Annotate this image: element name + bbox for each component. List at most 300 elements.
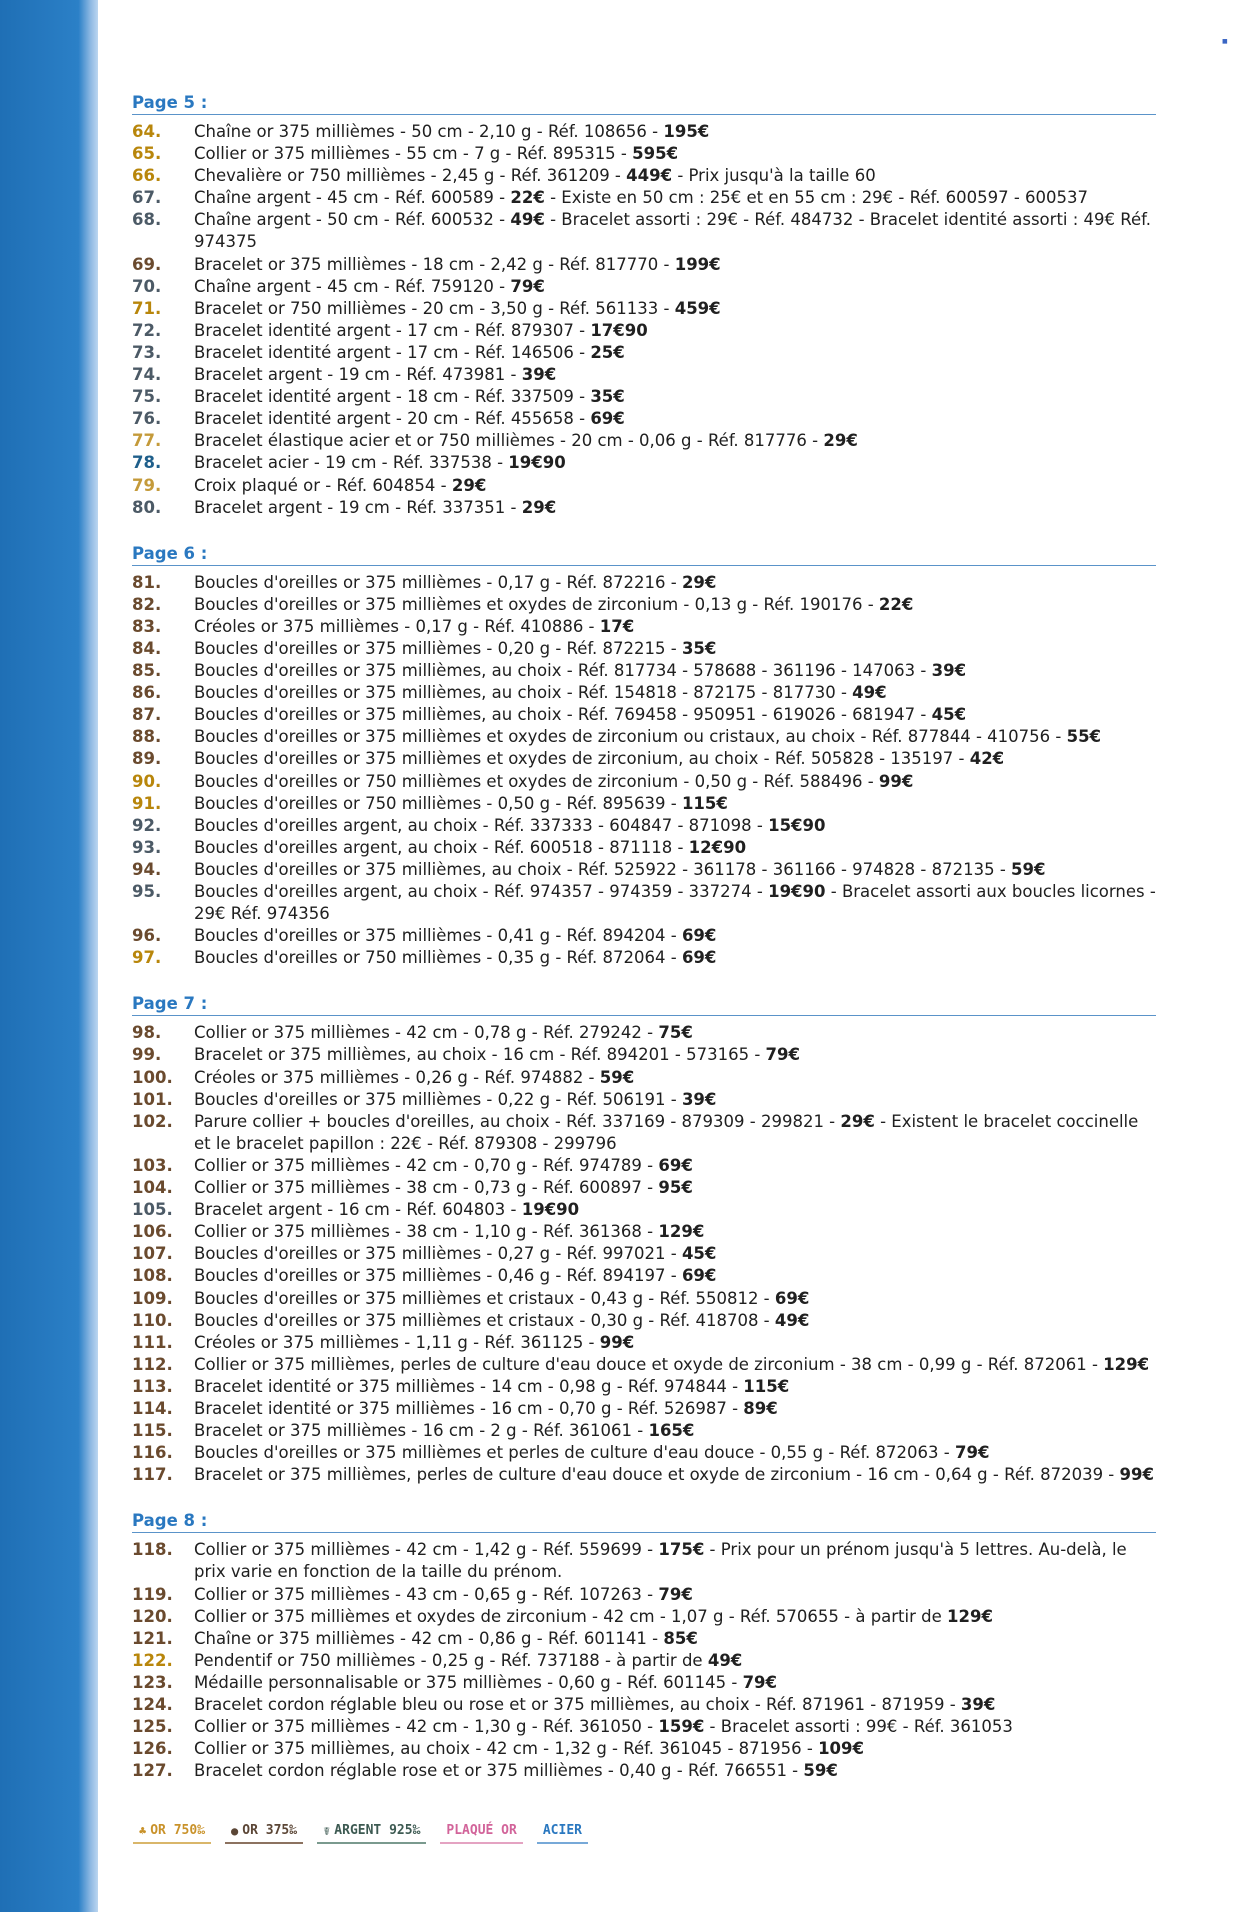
- item-number: 110.: [132, 1310, 173, 1330]
- list-item: [132, 1584, 1156, 1606]
- item-description: [194, 187, 1156, 209]
- item-text: Boucles d'oreilles or 375 millièmes - 0,22 g - Réf. 506191 -: [194, 1089, 682, 1109]
- item-description: [194, 881, 1156, 925]
- item-price: 75€: [658, 1023, 693, 1043]
- page-heading: Page 6 :: [132, 543, 1156, 566]
- item-text: Boucles d'oreilles or 375 millièmes - 0,41 g - Réf. 894204 -: [194, 926, 682, 946]
- item-text: Parure collier + boucles d'oreilles, au choix - Réf. 337169 - 879309 - 299821 -: [194, 1111, 841, 1131]
- list-item: [132, 143, 1156, 165]
- item-number: 91.: [132, 793, 162, 813]
- item-text: Boucles d'oreilles or 375 millièmes et perles de culture d'eau douce - 0,55 g - Réf. 872063 -: [194, 1443, 955, 1463]
- item-price: 49€: [852, 683, 887, 703]
- list-item: [132, 881, 1156, 925]
- item-text: Boucles d'oreilles argent, au choix - Réf. 974357 - 974359 - 337274 -: [194, 882, 769, 901]
- item-text: Bracelet cordon réglable rose et or 375 millièmes - 0,40 g - Réf. 766551 -: [194, 1761, 804, 1781]
- item-price: 55€: [1066, 727, 1102, 747]
- item-number: 73.: [132, 342, 162, 362]
- list-item: [132, 209, 1156, 253]
- item-text: Chaîne argent - 50 cm - Réf. 600532 -: [194, 210, 511, 230]
- item-price: 35€: [590, 387, 625, 407]
- item-description: [194, 682, 1156, 704]
- item-price: 59€: [803, 1761, 838, 1781]
- item-price: 19€90: [521, 1200, 580, 1220]
- list-item: [132, 660, 1156, 682]
- item-price: 99€: [599, 1332, 635, 1352]
- item-price: 49€: [774, 1310, 810, 1330]
- item-number: 95.: [132, 882, 162, 901]
- item-price: 22€: [878, 594, 914, 614]
- list-item: [132, 452, 1156, 474]
- list-item: [132, 771, 1156, 793]
- item-number: 84.: [132, 638, 162, 658]
- item-description: [194, 1738, 1156, 1760]
- item-description: [194, 1067, 1156, 1089]
- list-item: [132, 1442, 1156, 1464]
- item-price: 99€: [878, 771, 914, 791]
- list-item: [132, 594, 1156, 616]
- item-description: [194, 452, 1156, 474]
- item-text: Boucles d'oreilles or 375 millièmes - 0,27 g - Réf. 997021 -: [194, 1244, 682, 1264]
- item-number: 107.: [132, 1244, 173, 1264]
- item-number: 112.: [132, 1354, 173, 1374]
- item-description: [194, 837, 1156, 859]
- legend-badge: [537, 1820, 588, 1844]
- item-note: - Bracelet assorti : 99€ - Réf. 361053: [704, 1717, 1013, 1737]
- list-item: [132, 1354, 1156, 1376]
- material-icon: ☤: [323, 1824, 331, 1838]
- item-text: Boucles d'oreilles or 375 millièmes - 0,20 g - Réf. 872215 -: [194, 638, 682, 658]
- item-description: [194, 925, 1156, 947]
- corner-marker-icon: ■: [1222, 38, 1228, 45]
- item-price: 115€: [743, 1376, 790, 1396]
- list-item: [132, 121, 1156, 143]
- item-number: 75.: [132, 387, 162, 407]
- item-number: 120.: [132, 1606, 173, 1626]
- item-description: [194, 1332, 1156, 1354]
- item-description: [194, 616, 1156, 638]
- item-description: [194, 1177, 1156, 1199]
- item-description: [194, 430, 1156, 452]
- page-section: [132, 1510, 1156, 1782]
- item-description: [194, 1464, 1156, 1486]
- item-number: 121.: [132, 1628, 173, 1648]
- item-price: 85€: [663, 1628, 698, 1648]
- item-price: 22€: [510, 188, 545, 208]
- item-description: [194, 143, 1156, 165]
- item-description: [194, 1022, 1156, 1044]
- item-text: Bracelet identité or 375 millièmes - 16 cm - 0,70 g - Réf. 526987 -: [194, 1398, 744, 1418]
- item-text: Bracelet or 375 millièmes - 18 cm - 2,42 g - Réf. 817770 -: [194, 254, 675, 274]
- item-text: Boucles d'oreilles or 375 millièmes et oxydes de zirconium, au choix - Réf. 505828 - 135197 -: [194, 749, 970, 769]
- item-price: 79€: [658, 1584, 693, 1604]
- list-item: [132, 1694, 1156, 1716]
- list-item: [132, 815, 1156, 837]
- list-item: [132, 1332, 1156, 1354]
- item-text: Bracelet or 375 millièmes, au choix - 16 cm - Réf. 894201 - 573165 -: [194, 1045, 766, 1065]
- item-number: 113.: [132, 1376, 173, 1396]
- item-number: 102.: [132, 1111, 173, 1131]
- item-text: Collier or 375 millièmes - 42 cm - 0,78 g - Réf. 279242 -: [194, 1023, 659, 1043]
- item-number: 111.: [132, 1332, 173, 1352]
- material-icon: ●: [231, 1824, 239, 1838]
- item-text: Boucles d'oreilles argent, au choix - Réf. 600518 - 871118 -: [194, 837, 689, 857]
- item-price: 449€: [626, 166, 673, 186]
- item-number: 94.: [132, 859, 162, 879]
- item-price: 59€: [1011, 859, 1046, 879]
- item-number: 116.: [132, 1443, 173, 1463]
- item-number: 92.: [132, 815, 162, 835]
- item-price: 19€90: [768, 882, 826, 901]
- item-text: Chaîne argent - 45 cm - Réf. 759120 -: [194, 276, 511, 296]
- item-number: 124.: [132, 1695, 173, 1714]
- list-item: [132, 726, 1156, 748]
- item-text: Boucles d'oreilles or 375 millièmes, au choix - Réf. 525922 - 361178 - 361166 - 974828 - 872135 -: [194, 859, 1012, 879]
- list-item: [132, 1265, 1156, 1287]
- list-item: [132, 1199, 1156, 1221]
- item-text: Bracelet argent - 19 cm - Réf. 473981 -: [194, 365, 522, 385]
- item-description: [194, 1310, 1156, 1332]
- item-text: Collier or 375 millièmes - 55 cm - 7 g - Réf. 895315 -: [194, 144, 633, 164]
- item-description: [194, 1288, 1156, 1310]
- item-price: 49€: [707, 1650, 743, 1670]
- item-note: - Bracelet assorti : 29€ - Réf. 484732 - Bracelet identité assorti : 49€ Réf. 974375: [194, 210, 1152, 252]
- item-description: [194, 1243, 1156, 1265]
- item-description: [194, 815, 1156, 837]
- list-item: [132, 748, 1156, 770]
- list-item: [132, 572, 1156, 594]
- item-description: [194, 298, 1156, 320]
- item-text: Créoles or 375 millièmes - 1,11 g - Réf. 361125 -: [194, 1332, 600, 1352]
- item-text: Collier or 375 millièmes - 42 cm - 0,70 g - Réf. 974789 -: [194, 1155, 659, 1175]
- item-price: 69€: [590, 409, 625, 429]
- item-note: - Prix pour un prénom jusqu'à 5 lettres. Au-delà, le prix varie en fonction de la taille du prénom.: [194, 1540, 1127, 1582]
- item-price: 129€: [1103, 1354, 1150, 1374]
- item-price: 29€: [451, 475, 487, 495]
- item-text: Collier or 375 millièmes et oxydes de zirconium - 42 cm - 1,07 g - Réf. 570655 - à partir de: [194, 1606, 948, 1626]
- item-price: 89€: [743, 1398, 778, 1418]
- item-text: Bracelet identité argent - 17 cm - Réf. 879307 -: [194, 320, 591, 340]
- item-number: 108.: [132, 1266, 173, 1286]
- list-item: [132, 342, 1156, 364]
- item-number: 80.: [132, 497, 162, 517]
- item-number: 69.: [132, 254, 162, 274]
- item-price: 35€: [681, 638, 717, 658]
- item-price: 459€: [674, 298, 721, 318]
- item-description: [194, 475, 1156, 497]
- item-description: [194, 1221, 1156, 1243]
- item-text: Chevalière or 750 millièmes - 2,45 g - Réf. 361209 -: [194, 166, 627, 186]
- item-price: 39€: [681, 1089, 717, 1109]
- list-item: [132, 1243, 1156, 1265]
- item-number: 81.: [132, 572, 162, 592]
- item-description: [194, 1155, 1156, 1177]
- item-number: 97.: [132, 948, 162, 968]
- list-item: [132, 1606, 1156, 1628]
- item-price: 195€: [663, 122, 710, 141]
- item-number: 98.: [132, 1023, 162, 1043]
- list-item: [132, 1288, 1156, 1310]
- list-item: [132, 1628, 1156, 1650]
- item-text: Collier or 375 millièmes - 38 cm - 0,73 g - Réf. 600897 -: [194, 1178, 659, 1198]
- list-item: [132, 925, 1156, 947]
- item-price: 69€: [774, 1288, 810, 1308]
- item-number: 117.: [132, 1465, 173, 1485]
- item-text: Collier or 375 millièmes - 38 cm - 1,10 g - Réf. 361368 -: [194, 1222, 659, 1242]
- list-item: [132, 638, 1156, 660]
- item-price: 99€: [1119, 1465, 1154, 1485]
- item-text: Boucles d'oreilles or 375 millièmes - 0,46 g - Réf. 894197 -: [194, 1266, 682, 1286]
- item-text: Bracelet identité argent - 20 cm - Réf. 455658 -: [194, 409, 591, 429]
- item-note: - Existent le bracelet coccinelle et le bracelet papillon : 22€ - Réf. 879308 - 299796: [194, 1111, 1139, 1153]
- item-text: Collier or 375 millièmes - 42 cm - 1,42 g - Réf. 559699 -: [194, 1540, 659, 1560]
- item-description: [194, 1694, 1156, 1716]
- item-price: 17€: [599, 616, 635, 636]
- list-item: [132, 1111, 1156, 1155]
- item-number: 115.: [132, 1421, 173, 1441]
- item-text: Bracelet identité argent - 17 cm - Réf. 146506 -: [194, 342, 591, 362]
- item-text: Créoles or 375 millièmes - 0,17 g - Réf. 410886 -: [194, 616, 600, 636]
- item-number: 105.: [132, 1200, 173, 1220]
- list-item: [132, 837, 1156, 859]
- item-number: 100.: [132, 1067, 173, 1087]
- item-description: [194, 859, 1156, 881]
- item-description: [194, 660, 1156, 682]
- item-number: 71.: [132, 298, 162, 318]
- material-icon: ♣: [139, 1824, 147, 1838]
- item-description: [194, 386, 1156, 408]
- page-heading: Page 8 :: [132, 1510, 1156, 1533]
- item-description: [194, 1672, 1156, 1694]
- item-price: 49€: [510, 210, 545, 230]
- item-price: 175€: [658, 1540, 705, 1560]
- item-number: 72.: [132, 320, 162, 340]
- item-price: 59€: [599, 1067, 635, 1087]
- item-number: 87.: [132, 705, 162, 725]
- item-text: Collier or 375 millièmes, au choix - 42 cm - 1,32 g - Réf. 361045 - 871956 -: [194, 1739, 819, 1759]
- item-number: 104.: [132, 1178, 173, 1198]
- item-description: [194, 209, 1156, 253]
- list-item: [132, 497, 1156, 519]
- item-number: 101.: [132, 1089, 173, 1109]
- item-number: 65.: [132, 144, 162, 164]
- item-description: [194, 1044, 1156, 1066]
- list-item: [132, 1539, 1156, 1583]
- item-price: 15€90: [768, 815, 826, 835]
- list-item: [132, 298, 1156, 320]
- item-price: 45€: [931, 705, 967, 725]
- item-text: Boucles d'oreilles or 750 millièmes et oxydes de zirconium - 0,50 g - Réf. 588496 -: [194, 771, 879, 791]
- item-number: 118.: [132, 1540, 173, 1560]
- item-text: Boucles d'oreilles or 375 millièmes, au choix - Réf. 817734 - 578688 - 361196 - 147063 -: [194, 661, 932, 681]
- list-item: [132, 682, 1156, 704]
- list-item: [132, 187, 1156, 209]
- item-text: Chaîne or 375 millièmes - 42 cm - 0,86 g - Réf. 601141 -: [194, 1628, 664, 1648]
- item-number: 119.: [132, 1584, 173, 1604]
- item-price: 69€: [681, 948, 717, 968]
- item-text: Bracelet or 375 millièmes, perles de culture d'eau douce et oxyde de zirconium - 16 cm - 0,64 g - Réf. 872039 -: [194, 1465, 1120, 1485]
- item-price: 25€: [590, 342, 625, 362]
- legend-badge: [317, 1820, 426, 1844]
- list-item: [132, 1760, 1156, 1782]
- item-number: 99.: [132, 1045, 162, 1065]
- item-description: [194, 594, 1156, 616]
- item-price: 69€: [681, 926, 717, 946]
- list-item: [132, 254, 1156, 276]
- item-description: [194, 1354, 1156, 1376]
- list-item: [132, 1376, 1156, 1398]
- item-description: [194, 1716, 1156, 1738]
- item-number: 96.: [132, 926, 162, 946]
- item-description: [194, 1199, 1156, 1221]
- item-price: 115€: [681, 793, 728, 813]
- item-number: 64.: [132, 122, 162, 141]
- item-description: [194, 254, 1156, 276]
- list-item: [132, 859, 1156, 881]
- item-text: Créoles or 375 millièmes - 0,26 g - Réf. 974882 -: [194, 1067, 600, 1087]
- product-list: [132, 92, 1156, 1806]
- item-number: 74.: [132, 365, 162, 385]
- list-item: [132, 1022, 1156, 1044]
- list-item: [132, 947, 1156, 969]
- item-description: [194, 1539, 1156, 1583]
- item-price: 129€: [658, 1222, 705, 1242]
- item-description: [194, 121, 1156, 143]
- item-description: [194, 947, 1156, 969]
- item-price: 19€90: [508, 453, 566, 473]
- item-text: Boucles d'oreilles or 375 millièmes, au choix - Réf. 769458 - 950951 - 619026 - 681947 -: [194, 705, 932, 725]
- item-price: 29€: [823, 431, 858, 451]
- item-description: [194, 408, 1156, 430]
- item-price: 39€: [931, 661, 967, 681]
- item-price: 39€: [521, 365, 557, 385]
- item-price: 45€: [681, 1244, 717, 1264]
- item-number: 77.: [132, 431, 162, 451]
- list-item: [132, 430, 1156, 452]
- list-item: [132, 1672, 1156, 1694]
- item-price: 17€90: [590, 320, 648, 340]
- item-price: 165€: [648, 1421, 695, 1441]
- item-text: Boucles d'oreilles or 375 millièmes - 0,17 g - Réf. 872216 -: [194, 572, 682, 592]
- item-text: Bracelet cordon réglable bleu ou rose et or 375 millièmes, au choix - Réf. 871961 - 871959 -: [194, 1695, 961, 1714]
- item-description: [194, 1584, 1156, 1606]
- item-number: 103.: [132, 1155, 173, 1175]
- item-price: 79€: [765, 1045, 800, 1065]
- list-item: [132, 1155, 1156, 1177]
- item-description: [194, 726, 1156, 748]
- item-description: [194, 320, 1156, 342]
- legend-label: OR 750‰: [150, 1823, 206, 1838]
- item-description: [194, 1606, 1156, 1628]
- list-item: [132, 1067, 1156, 1089]
- item-number: 126.: [132, 1739, 173, 1759]
- item-text: Boucles d'oreilles or 375 millièmes et oxydes de zirconium ou cristaux, au choix - Réf. 877844 - 410756 -: [194, 727, 1067, 747]
- material-legend: [133, 1820, 588, 1844]
- item-note: - Prix jusqu'à la taille 60: [672, 166, 876, 186]
- item-description: [194, 1265, 1156, 1287]
- item-price: 109€: [818, 1739, 865, 1759]
- item-description: [194, 1628, 1156, 1650]
- item-description: [194, 1089, 1156, 1111]
- item-text: Boucles d'oreilles or 750 millièmes - 0,35 g - Réf. 872064 -: [194, 948, 682, 968]
- item-number: 88.: [132, 727, 162, 747]
- item-description: [194, 704, 1156, 726]
- item-description: [194, 1442, 1156, 1464]
- item-price: 79€: [954, 1443, 990, 1463]
- item-number: 85.: [132, 661, 162, 681]
- page-heading: Page 7 :: [132, 993, 1156, 1016]
- item-description: [194, 364, 1156, 386]
- item-text: Bracelet argent - 16 cm - Réf. 604803 -: [194, 1200, 522, 1220]
- list-item: [132, 320, 1156, 342]
- item-number: 93.: [132, 837, 162, 857]
- item-description: [194, 276, 1156, 298]
- list-item: [132, 1464, 1156, 1486]
- item-description: [194, 1650, 1156, 1672]
- item-note: - Existe en 50 cm : 25€ et en 55 cm : 29€ - Réf. 600597 - 600537: [544, 188, 1089, 208]
- list-item: [132, 1310, 1156, 1332]
- item-price: 159€: [658, 1717, 705, 1737]
- item-number: 127.: [132, 1761, 173, 1781]
- item-number: 123.: [132, 1672, 173, 1692]
- item-number: 76.: [132, 409, 162, 429]
- legend-label: PLAQUÉ OR: [446, 1823, 517, 1838]
- list-item: [132, 1044, 1156, 1066]
- list-item: [132, 793, 1156, 815]
- list-item: [132, 704, 1156, 726]
- item-number: 114.: [132, 1398, 173, 1418]
- item-description: [194, 1420, 1156, 1442]
- list-item: [132, 1716, 1156, 1738]
- item-text: Boucles d'oreilles or 375 millièmes et cristaux - 0,30 g - Réf. 418708 -: [194, 1310, 775, 1330]
- item-text: Boucles d'oreilles or 375 millièmes et oxydes de zirconium - 0,13 g - Réf. 190176 -: [194, 594, 879, 614]
- item-price: 129€: [947, 1606, 993, 1626]
- item-text: Boucles d'oreilles or 375 millièmes, au choix - Réf. 154818 - 872175 - 817730 -: [194, 683, 853, 703]
- item-text: Boucles d'oreilles argent, au choix - Réf. 337333 - 604847 - 871098 -: [194, 815, 769, 835]
- item-number: 78.: [132, 453, 162, 473]
- legend-label: OR 375‰: [242, 1823, 298, 1838]
- item-description: [194, 638, 1156, 660]
- item-text: Médaille personnalisable or 375 millièmes - 0,60 g - Réf. 601145 -: [194, 1672, 743, 1692]
- item-number: 67.: [132, 188, 162, 208]
- item-text: Croix plaqué or - Réf. 604854 -: [194, 475, 452, 495]
- item-text: Bracelet acier - 19 cm - Réf. 337538 -: [194, 453, 509, 473]
- item-price: 42€: [969, 749, 1005, 769]
- item-description: [194, 771, 1156, 793]
- list-item: [132, 1398, 1156, 1420]
- item-text: Bracelet identité argent - 18 cm - Réf. 337509 -: [194, 387, 591, 407]
- item-number: 83.: [132, 616, 162, 636]
- page-section: [132, 92, 1156, 519]
- list-item: [132, 276, 1156, 298]
- item-number: 70.: [132, 276, 162, 296]
- item-price: 79€: [742, 1672, 778, 1692]
- item-text: Collier or 375 millièmes, perles de culture d'eau douce et oxyde de zirconium - 38 cm - 0,99 g - Réf. 872061 -: [194, 1354, 1104, 1374]
- item-price: 39€: [960, 1695, 996, 1714]
- item-text: Bracelet identité or 375 millièmes - 14 cm - 0,98 g - Réf. 974844 -: [194, 1376, 744, 1396]
- list-item: [132, 1420, 1156, 1442]
- list-item: [132, 1089, 1156, 1111]
- item-text: Chaîne argent - 45 cm - Réf. 600589 -: [194, 188, 511, 208]
- list-item: [132, 1221, 1156, 1243]
- item-description: [194, 572, 1156, 594]
- item-number: 109.: [132, 1288, 173, 1308]
- item-number: 82.: [132, 594, 162, 614]
- item-price: 79€: [510, 276, 545, 296]
- legend-label: ACIER: [542, 1823, 582, 1838]
- item-price: 29€: [521, 497, 557, 517]
- item-number: 79.: [132, 475, 162, 495]
- item-price: 29€: [681, 572, 717, 592]
